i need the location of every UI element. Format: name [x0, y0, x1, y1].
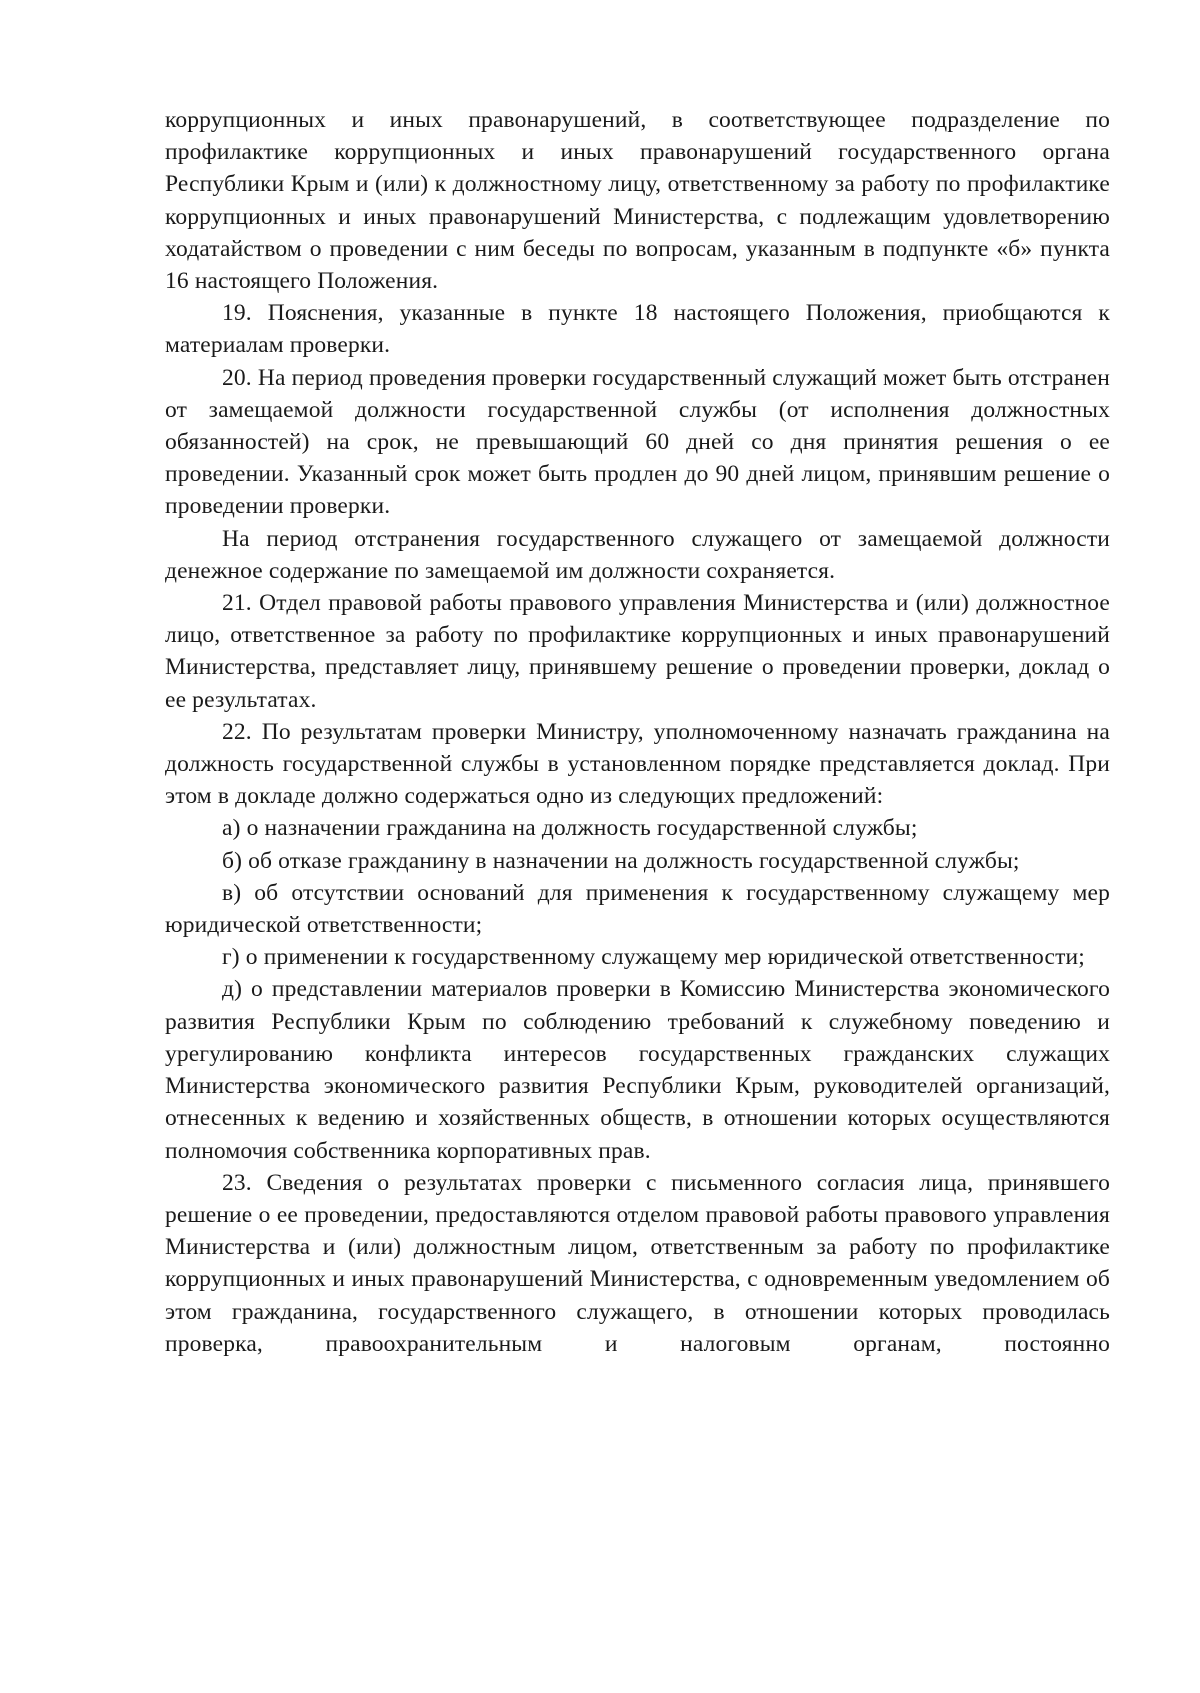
- paragraph-20: 20. На период проведения проверки государственный служащий может быть отстранен от замещаемой должности государственной службы (от исполнения должностных обязанностей) на срок, не превышающий 60 дней со дня принятия решения о ее проведении. Указанный срок может быть продлен до 90 дней лицом, принявшим решение о проведении проверки.: [165, 364, 1110, 520]
- paragraph-21: 21. Отдел правовой работы правового управления Министерства и (или) должностное лицо, ответственное за работу по профилактике коррупционных и иных правонарушений Министерства, представляет лицу, принявшему решение о проведении проверки, доклад о ее результатах.: [165, 590, 1110, 713]
- paragraph-22: 22. По результатам проверки Министру, уполномоченному назначать гражданина на должность государственной службы в установленном порядке представляется доклад. При этом в докладе должно содержаться одно из следующих предложений:: [165, 718, 1110, 810]
- list-item-v: в) об отсутствии оснований для применения к государственному служащему мер юридической ответственности;: [165, 879, 1110, 939]
- list-item-a: а) о назначении гражданина на должность государственной службы;: [222, 815, 918, 842]
- paragraph-continuation: коррупционных и иных правонарушений, в соответствующее подразделение по профилактике коррупционных и иных правонарушений государственного органа Республики Крым и (или) к должностному лицу, ответственному за работу по профилактике коррупционных и иных правонарушений Министерства, с подлежащим удовлетворению ходатайством о проведении с ним беседы по вопросам, указанным в подпункте «б» пункта 16 настоящего Положения.: [165, 107, 1110, 295]
- list-item-g: г) о применении к государственному служащему мер юридической ответственности;: [222, 944, 1085, 971]
- paragraph-23: 23. Сведения о результатах проверки с письменного согласия лица, принявшего решение о ее проведении, предоставляются отделом правовой работы правового управления Министерства и (или) должностным лицом, ответственным за работу по профилактике коррупционных и иных правонарушений Министерства, с одновременным уведомлением об этом гражданина, государственного служащего, в отношении которых проводилась проверка, правоохранительным и налоговым органам, постоянно: [165, 1169, 1110, 1357]
- list-item-d: д) о представлении материалов проверки в Комиссию Министерства экономического развития Республики Крым по соблюдению требований к служебному поведению и урегулированию конфликта интересов государственных гражданских служащих Министерства экономического развития Республики Крым, руководителей организаций, отнесенных к ведению и хозяйственных обществ, в отношении которых осуществляются полномочия собственника корпоративных прав.: [165, 976, 1110, 1164]
- document-page: [165, 104, 1110, 1360]
- list-item-b: б) об отказе гражданину в назначении на должность государственной службы;: [222, 847, 1020, 874]
- paragraph-19: 19. Пояснения, указанные в пункте 18 настоящего Положения, приобщаются к материалам проверки.: [165, 300, 1110, 359]
- paragraph-20-suspension: На период отстранения государственного служащего от замещаемой должности денежное содержание по замещаемой им должности сохраняется.: [165, 525, 1110, 584]
